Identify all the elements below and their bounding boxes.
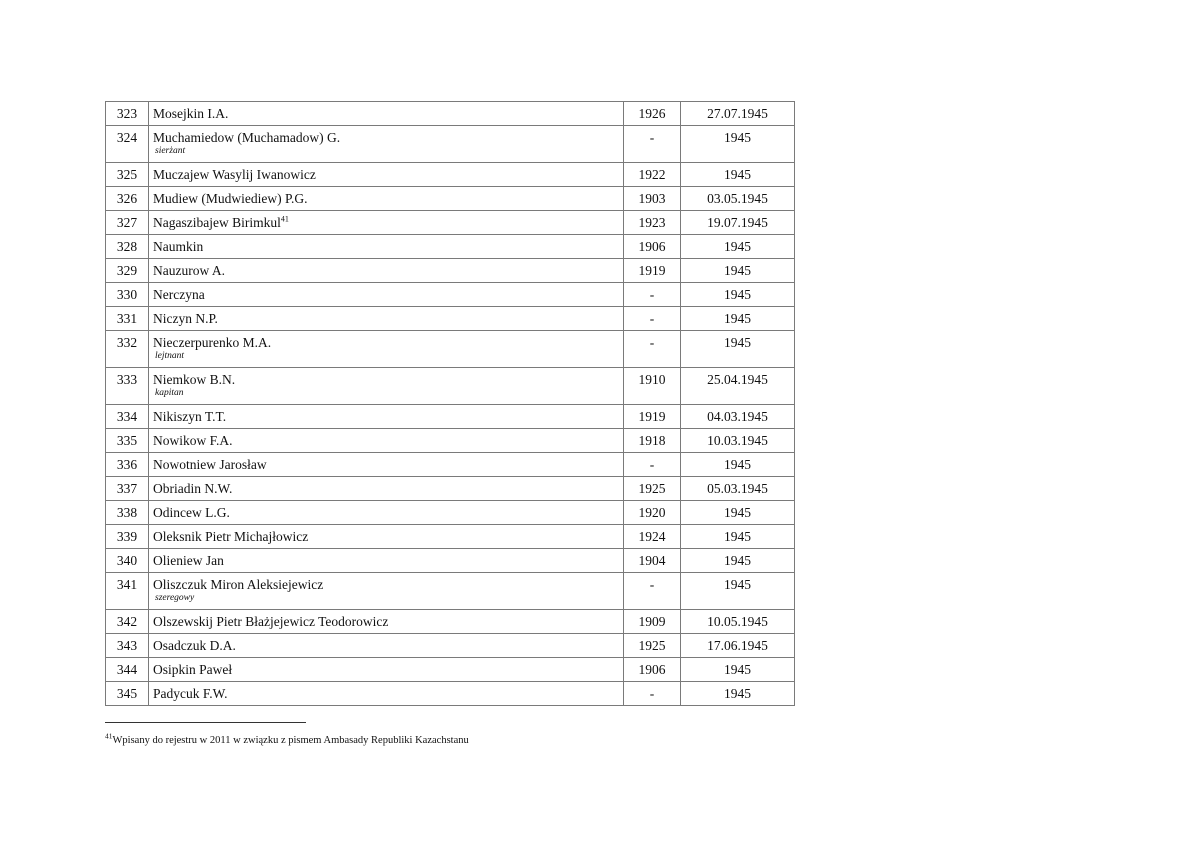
death-date: 1945 [681,307,795,331]
registry-table [105,101,795,706]
death-date: 1945 [681,549,795,573]
person-name: Niczyn N.P. [153,311,218,326]
row-number: 324 [106,126,149,163]
death-date: 03.05.1945 [681,187,795,211]
table-row [106,634,795,658]
person-name: Muchamiedow (Muchamadow) G. [153,130,341,145]
death-date: 1945 [681,163,795,187]
death-date: 05.03.1945 [681,477,795,501]
table-row [106,405,795,429]
table-row [106,187,795,211]
military-rank: kapitan [155,388,184,398]
birth-year: 1903 [624,187,681,211]
person-cell [149,501,624,525]
person-cell [149,126,624,163]
death-date: 1945 [681,331,795,368]
table-row [106,658,795,682]
footnote [105,731,469,748]
row-number: 332 [106,331,149,368]
footnote-reference: 41 [280,214,289,224]
row-number: 326 [106,187,149,211]
person-name: Nieczerpurenko M.A. [153,335,272,350]
table-row [106,102,795,126]
row-number: 337 [106,477,149,501]
row-number: 328 [106,235,149,259]
person-name: Olszewskij Pietr Błażjejewicz Teodorowicz [153,614,389,629]
person-name: Nauzurow A. [153,263,225,278]
person-cell [149,307,624,331]
row-number: 331 [106,307,149,331]
military-rank: szeregowy [155,593,195,603]
person-name: Niemkow B.N. [153,372,236,387]
row-number: 338 [106,501,149,525]
row-number: 330 [106,283,149,307]
row-number: 339 [106,525,149,549]
row-number: 344 [106,658,149,682]
person-cell [149,453,624,477]
table-row [106,307,795,331]
row-number: 336 [106,453,149,477]
person-name: Obriadin N.W. [153,481,233,496]
table-row [106,573,795,610]
table-row [106,283,795,307]
death-date: 1945 [681,658,795,682]
table-row [106,610,795,634]
table-row [106,126,795,163]
birth-year: 1906 [624,658,681,682]
death-date: 1945 [681,501,795,525]
person-name: Nowotniew Jarosław [153,457,267,472]
person-cell [149,405,624,429]
person-name: Naumkin [153,239,204,254]
person-name: Nikiszyn T.T. [153,409,227,424]
birth-year: 1920 [624,501,681,525]
row-number: 333 [106,368,149,405]
person-cell [149,259,624,283]
person-cell [149,573,624,610]
birth-year: - [624,573,681,610]
death-date: 1945 [681,453,795,477]
death-date: 1945 [681,682,795,706]
footnote-separator [105,722,306,723]
row-number: 334 [106,405,149,429]
birth-year: - [624,283,681,307]
birth-year: 1909 [624,610,681,634]
person-cell [149,429,624,453]
person-name: Osipkin Paweł [153,662,233,677]
birth-year: - [624,453,681,477]
person-name: Nerczyna [153,287,205,302]
military-rank: sierżant [155,146,186,156]
death-date: 19.07.1945 [681,211,795,235]
table-row [106,525,795,549]
birth-year: 1923 [624,211,681,235]
birth-year: 1924 [624,525,681,549]
person-name: Olieniew Jan [153,553,224,568]
person-cell [149,610,624,634]
birth-year: 1925 [624,634,681,658]
death-date: 04.03.1945 [681,405,795,429]
footnote-mark: 41 [105,731,113,741]
table-row [106,477,795,501]
person-name: Nagaszibajew Birimkul [153,215,281,230]
person-name: Mudiew (Mudwiediew) P.G. [153,191,308,206]
birth-year: 1925 [624,477,681,501]
military-rank: lejtnant [155,351,185,361]
person-cell [149,549,624,573]
person-name: Mosejkin I.A. [153,106,229,121]
person-cell [149,283,624,307]
death-date: 10.03.1945 [681,429,795,453]
person-cell [149,368,624,405]
person-cell [149,634,624,658]
person-name: Muczajew Wasylij Iwanowicz [153,167,316,182]
death-date: 1945 [681,259,795,283]
death-date: 1945 [681,525,795,549]
table-row [106,682,795,706]
table-row [106,501,795,525]
birth-year: - [624,307,681,331]
death-date: 1945 [681,573,795,610]
birth-year: 1919 [624,259,681,283]
table-row [106,453,795,477]
person-cell [149,235,624,259]
birth-year: 1926 [624,102,681,126]
death-date: 1945 [681,283,795,307]
birth-year: 1910 [624,368,681,405]
person-cell [149,331,624,368]
person-cell [149,525,624,549]
birth-year: 1919 [624,405,681,429]
death-date: 1945 [681,235,795,259]
person-cell [149,211,624,235]
row-number: 343 [106,634,149,658]
person-name: Oleksnik Pietr Michajłowicz [153,529,309,544]
row-number: 335 [106,429,149,453]
person-name: Nowikow F.A. [153,433,233,448]
table-row [106,429,795,453]
table-row [106,331,795,368]
person-cell [149,163,624,187]
birth-year: - [624,682,681,706]
person-cell [149,477,624,501]
person-cell [149,102,624,126]
row-number: 341 [106,573,149,610]
birth-year: - [624,331,681,368]
person-name: Osadczuk D.A. [153,638,236,653]
row-number: 323 [106,102,149,126]
footnote-text: Wpisany do rejestru w 2011 w związku z pismem Ambasady Republiki Kazachstanu [112,735,469,746]
table-row [106,211,795,235]
person-cell [149,187,624,211]
person-cell [149,658,624,682]
row-number: 340 [106,549,149,573]
death-date: 1945 [681,126,795,163]
death-date: 10.05.1945 [681,610,795,634]
person-name: Padycuk F.W. [153,686,228,701]
birth-year: 1906 [624,235,681,259]
row-number: 329 [106,259,149,283]
row-number: 345 [106,682,149,706]
person-name: Odincew L.G. [153,505,230,520]
death-date: 25.04.1945 [681,368,795,405]
table-row [106,163,795,187]
row-number: 327 [106,211,149,235]
person-cell [149,682,624,706]
birth-year: 1922 [624,163,681,187]
birth-year: 1918 [624,429,681,453]
row-number: 325 [106,163,149,187]
registry-body [106,102,795,706]
birth-year: 1904 [624,549,681,573]
table-row [106,259,795,283]
death-date: 27.07.1945 [681,102,795,126]
birth-year: - [624,126,681,163]
row-number: 342 [106,610,149,634]
person-name: Oliszczuk Miron Aleksiejewicz [153,577,324,592]
table-row [106,235,795,259]
table-row [106,368,795,405]
death-date: 17.06.1945 [681,634,795,658]
table-row [106,549,795,573]
